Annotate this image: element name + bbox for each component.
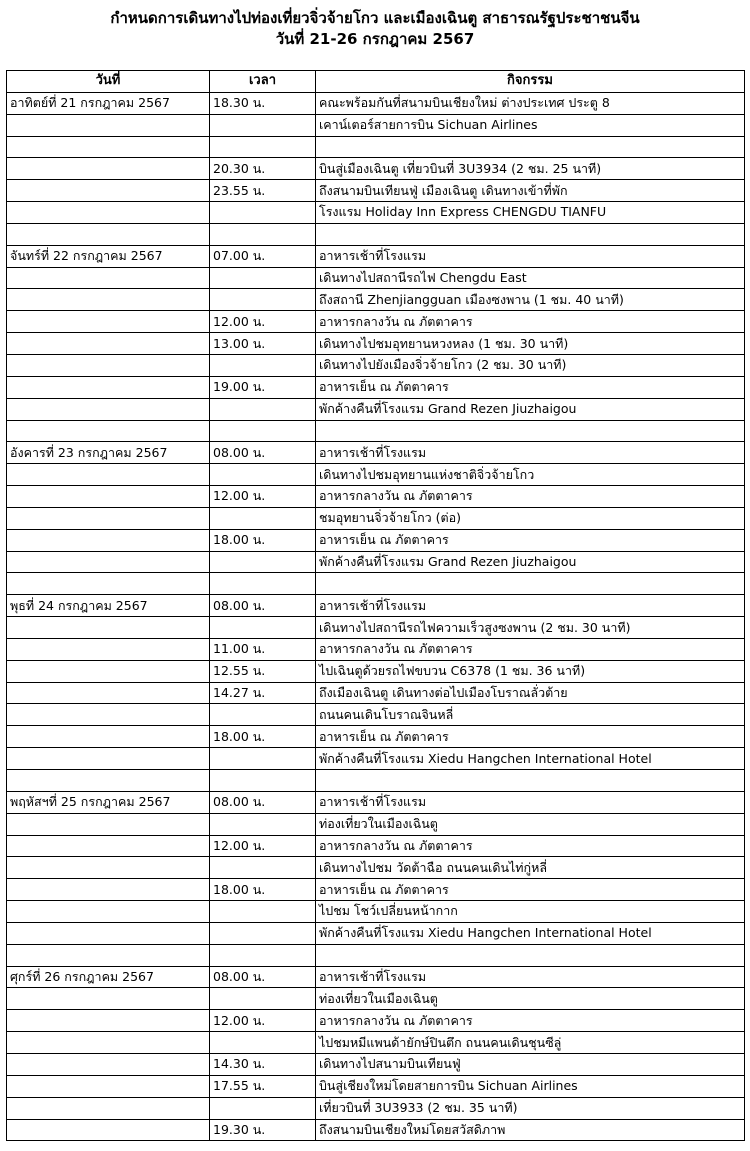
cell-date: อาทิตย์ที่ 21 กรกฎาคม 2567 [7, 92, 210, 114]
cell-date [7, 988, 210, 1010]
cell-activity: ถึงสนามบินเทียนฟู่ เมืองเฉินตู เดินทางเข้าที่พัก [316, 180, 745, 202]
cell-time [210, 988, 316, 1010]
cell-activity: อาหารกลางวัน ณ ภัตตาคาร [316, 486, 745, 508]
cell-time: 18.00 น. [210, 529, 316, 551]
cell-date [7, 551, 210, 573]
cell-time: 12.00 น. [210, 311, 316, 333]
cell-time [210, 223, 316, 245]
cell-activity: อาหารกลางวัน ณ ภัตตาคาร [316, 638, 745, 660]
cell-date: จันทร์ที่ 22 กรกฎาคม 2567 [7, 245, 210, 267]
table-row [7, 1075, 745, 1097]
cell-activity: อาหารเย็น ณ ภัตตาคาร [316, 726, 745, 748]
cell-time: 14.27 น. [210, 682, 316, 704]
cell-date [7, 1097, 210, 1119]
cell-time [210, 770, 316, 792]
cell-activity: อาหารเช้าที่โรงแรม [316, 595, 745, 617]
cell-date [7, 617, 210, 639]
cell-date [7, 704, 210, 726]
table-row [7, 638, 745, 660]
cell-activity: พักค้างคืนที่โรงแรม Xiedu Hangchen International Hotel [316, 748, 745, 770]
table-row [7, 529, 745, 551]
cell-time: 07.00 น. [210, 245, 316, 267]
cell-activity: อาหารเย็น ณ ภัตตาคาร [316, 879, 745, 901]
cell-time: 12.00 น. [210, 1010, 316, 1032]
cell-date [7, 573, 210, 595]
cell-date [7, 901, 210, 923]
cell-time: 12.00 น. [210, 835, 316, 857]
cell-date [7, 857, 210, 879]
cell-date [7, 136, 210, 158]
cell-time [210, 617, 316, 639]
table-row [7, 442, 745, 464]
cell-activity [316, 573, 745, 595]
cell-activity: อาหารเช้าที่โรงแรม [316, 791, 745, 813]
table-row [7, 617, 745, 639]
table-row [7, 551, 745, 573]
cell-activity: เดินทางไปสถานีรถไฟความเร็วสูงซงพาน (2 ชม. 30 นาที) [316, 617, 745, 639]
table-row [7, 813, 745, 835]
cell-date [7, 748, 210, 770]
cell-date [7, 835, 210, 857]
table-row [7, 857, 745, 879]
table-row [7, 114, 745, 136]
document-title: กำหนดการเดินทางไปท่องเที่ยวจิ่วจ้ายโกว และเมืองเฉินตู สาธารณรัฐประชาชนจีน [110, 9, 640, 27]
table-row [7, 267, 745, 289]
cell-date [7, 1032, 210, 1054]
cell-activity: เคาน์เตอร์สายการบิน Sichuan Airlines [316, 114, 745, 136]
cell-time: 18.30 น. [210, 92, 316, 114]
cell-activity: บินสู่เชียงใหม่โดยสายการบิน Sichuan Airlines [316, 1075, 745, 1097]
cell-time: 08.00 น. [210, 595, 316, 617]
table-row [7, 595, 745, 617]
table-row [7, 289, 745, 311]
cell-time: 23.55 น. [210, 180, 316, 202]
cell-date [7, 376, 210, 398]
cell-activity: ไปชมหมีแพนด้ายักษ์ปินตึก ถนนคนเดินชุนซีลู่ [316, 1032, 745, 1054]
cell-time: 19.00 น. [210, 376, 316, 398]
cell-activity: อาหารกลางวัน ณ ภัตตาคาร [316, 835, 745, 857]
cell-date [7, 486, 210, 508]
cell-activity: โรงแรม Holiday Inn Express CHENGDU TIANFU [316, 202, 745, 224]
cell-time [210, 398, 316, 420]
cell-time: 12.00 น. [210, 486, 316, 508]
cell-time [210, 1032, 316, 1054]
cell-time: 08.00 น. [210, 442, 316, 464]
cell-activity: ถึงเมืองเฉินตู เดินทางต่อไปเมืองโบราณลั่วต้าย [316, 682, 745, 704]
cell-activity: เดินทางไปยังเมืองจิ่วจ้ายโกว (2 ชม. 30 นาที) [316, 354, 745, 376]
cell-time [210, 704, 316, 726]
table-row [7, 1053, 745, 1075]
cell-date: ศุกร์ที่ 26 กรกฎาคม 2567 [7, 966, 210, 988]
cell-activity: พักค้างคืนที่โรงแรม Grand Rezen Jiuzhaigou [316, 551, 745, 573]
table-row [7, 158, 745, 180]
cell-activity: อาหารเช้าที่โรงแรม [316, 966, 745, 988]
cell-time [210, 922, 316, 944]
cell-activity [316, 136, 745, 158]
cell-activity [316, 770, 745, 792]
cell-time [210, 202, 316, 224]
cell-activity: เดินทางไปสถานีรถไฟ Chengdu East [316, 267, 745, 289]
cell-activity: เดินทางไปชมอุทยานแห่งชาติจิ่วจ้ายโกว [316, 464, 745, 486]
cell-activity: เที่ยวบินที่ 3U3933 (2 ชม. 35 นาที) [316, 1097, 745, 1119]
table-row [7, 901, 745, 923]
cell-activity: อาหารเย็น ณ ภัตตาคาร [316, 376, 745, 398]
cell-time: 08.00 น. [210, 966, 316, 988]
schedule-body [7, 92, 745, 1141]
table-row [7, 136, 745, 158]
table-row [7, 311, 745, 333]
cell-activity: ถึงสถานี Zhenjiangguan เมืองซงพาน (1 ชม. 40 นาที) [316, 289, 745, 311]
cell-date [7, 507, 210, 529]
cell-date [7, 944, 210, 966]
table-row [7, 726, 745, 748]
table-row [7, 660, 745, 682]
table-row [7, 922, 745, 944]
cell-date [7, 223, 210, 245]
cell-time: 18.00 น. [210, 726, 316, 748]
table-row [7, 245, 745, 267]
cell-time [210, 267, 316, 289]
cell-date [7, 114, 210, 136]
cell-time [210, 813, 316, 835]
table-row [7, 682, 745, 704]
cell-date [7, 202, 210, 224]
table-row [7, 748, 745, 770]
schedule-table [6, 70, 745, 1141]
cell-date [7, 333, 210, 355]
cell-activity [316, 944, 745, 966]
cell-time: 13.00 น. [210, 333, 316, 355]
cell-time: 14.30 น. [210, 1053, 316, 1075]
cell-time [210, 857, 316, 879]
cell-time [210, 551, 316, 573]
cell-time [210, 420, 316, 442]
cell-activity: ไปเฉินตูด้วยรถไฟขบวน C6378 (1 ชม. 36 นาที) [316, 660, 745, 682]
table-row [7, 420, 745, 442]
cell-activity: อาหารกลางวัน ณ ภัตตาคาร [316, 311, 745, 333]
cell-date [7, 1010, 210, 1032]
document-subtitle: วันที่ 21-26 กรกฎาคม 2567 [275, 30, 475, 48]
table-row [7, 202, 745, 224]
table-row [7, 573, 745, 595]
cell-time [210, 573, 316, 595]
cell-date [7, 726, 210, 748]
cell-activity: เดินทางไปสนามบินเทียนฟู่ [316, 1053, 745, 1075]
table-row [7, 704, 745, 726]
cell-date [7, 529, 210, 551]
cell-date [7, 420, 210, 442]
cell-time [210, 464, 316, 486]
table-row [7, 507, 745, 529]
cell-activity: คณะพร้อมกันที่สนามบินเชียงใหม่ ต่างประเทศ ประตู 8 [316, 92, 745, 114]
cell-time: 19.30 น. [210, 1119, 316, 1141]
table-row [7, 770, 745, 792]
cell-activity: เดินทางไปชมอุทยานหวงหลง (1 ชม. 30 นาที) [316, 333, 745, 355]
cell-date [7, 922, 210, 944]
cell-date [7, 180, 210, 202]
cell-date [7, 267, 210, 289]
cell-activity: พักค้างคืนที่โรงแรม Xiedu Hangchen International Hotel [316, 922, 745, 944]
cell-date [7, 813, 210, 835]
cell-time [210, 114, 316, 136]
cell-date [7, 464, 210, 486]
cell-activity: ชมอุทยานจิ่วจ้ายโกว (ต่อ) [316, 507, 745, 529]
cell-time [210, 748, 316, 770]
cell-time: 17.55 น. [210, 1075, 316, 1097]
table-row [7, 988, 745, 1010]
cell-date [7, 682, 210, 704]
cell-activity: ถนนคนเดินโบราณจินหลี่ [316, 704, 745, 726]
cell-date: พฤหัสฯที่ 25 กรกฎาคม 2567 [7, 791, 210, 813]
cell-activity: อาหารเช้าที่โรงแรม [316, 245, 745, 267]
cell-activity: ไปชม โชว์เปลี่ยนหน้ากาก [316, 901, 745, 923]
cell-date [7, 398, 210, 420]
cell-time [210, 289, 316, 311]
table-row [7, 1097, 745, 1119]
cell-date [7, 879, 210, 901]
table-row [7, 486, 745, 508]
cell-activity [316, 420, 745, 442]
cell-activity: เดินทางไปชม วัดต้าฉือ ถนนคนเดินไท่กู่หลี่ [316, 857, 745, 879]
cell-activity: พักค้างคืนที่โรงแรม Grand Rezen Jiuzhaigou [316, 398, 745, 420]
cell-activity: บินสู่เมืองเฉินตู เที่ยวบินที่ 3U3934 (2 ชม. 25 นาที) [316, 158, 745, 180]
cell-time: 08.00 น. [210, 791, 316, 813]
table-row [7, 333, 745, 355]
cell-activity: อาหารเย็น ณ ภัตตาคาร [316, 529, 745, 551]
cell-time [210, 507, 316, 529]
table-row [7, 92, 745, 114]
cell-time [210, 944, 316, 966]
cell-time: 12.55 น. [210, 660, 316, 682]
cell-date [7, 1053, 210, 1075]
table-row [7, 398, 745, 420]
cell-date [7, 354, 210, 376]
cell-date [7, 289, 210, 311]
table-row [7, 1032, 745, 1054]
table-row [7, 791, 745, 813]
cell-time [210, 1097, 316, 1119]
cell-date [7, 770, 210, 792]
cell-date [7, 1075, 210, 1097]
cell-activity: ท่องเที่ยวในเมืองเฉินตู [316, 988, 745, 1010]
cell-date [7, 660, 210, 682]
header-time: เวลา [210, 71, 316, 93]
cell-time [210, 354, 316, 376]
cell-activity [316, 223, 745, 245]
table-row [7, 879, 745, 901]
table-row [7, 835, 745, 857]
cell-time: 18.00 น. [210, 879, 316, 901]
cell-date [7, 1119, 210, 1141]
table-row [7, 180, 745, 202]
table-row [7, 464, 745, 486]
table-header-row [7, 71, 745, 93]
table-row [7, 944, 745, 966]
cell-time [210, 901, 316, 923]
cell-activity: ถึงสนามบินเชียงใหม่โดยสวัสดิภาพ [316, 1119, 745, 1141]
table-row [7, 354, 745, 376]
table-row [7, 1119, 745, 1141]
cell-activity: ท่องเที่ยวในเมืองเฉินตู [316, 813, 745, 835]
cell-date [7, 158, 210, 180]
cell-activity: อาหารกลางวัน ณ ภัตตาคาร [316, 1010, 745, 1032]
header-date: วันที่ [7, 71, 210, 93]
cell-date: พุธที่ 24 กรกฎาคม 2567 [7, 595, 210, 617]
cell-date [7, 311, 210, 333]
table-row [7, 1010, 745, 1032]
cell-activity: อาหารเช้าที่โรงแรม [316, 442, 745, 464]
cell-time: 20.30 น. [210, 158, 316, 180]
cell-time: 11.00 น. [210, 638, 316, 660]
table-row [7, 223, 745, 245]
cell-date [7, 638, 210, 660]
cell-time [210, 136, 316, 158]
header-activity: กิจกรรม [316, 71, 745, 93]
cell-date: อังคารที่ 23 กรกฎาคม 2567 [7, 442, 210, 464]
table-row [7, 376, 745, 398]
table-row [7, 966, 745, 988]
